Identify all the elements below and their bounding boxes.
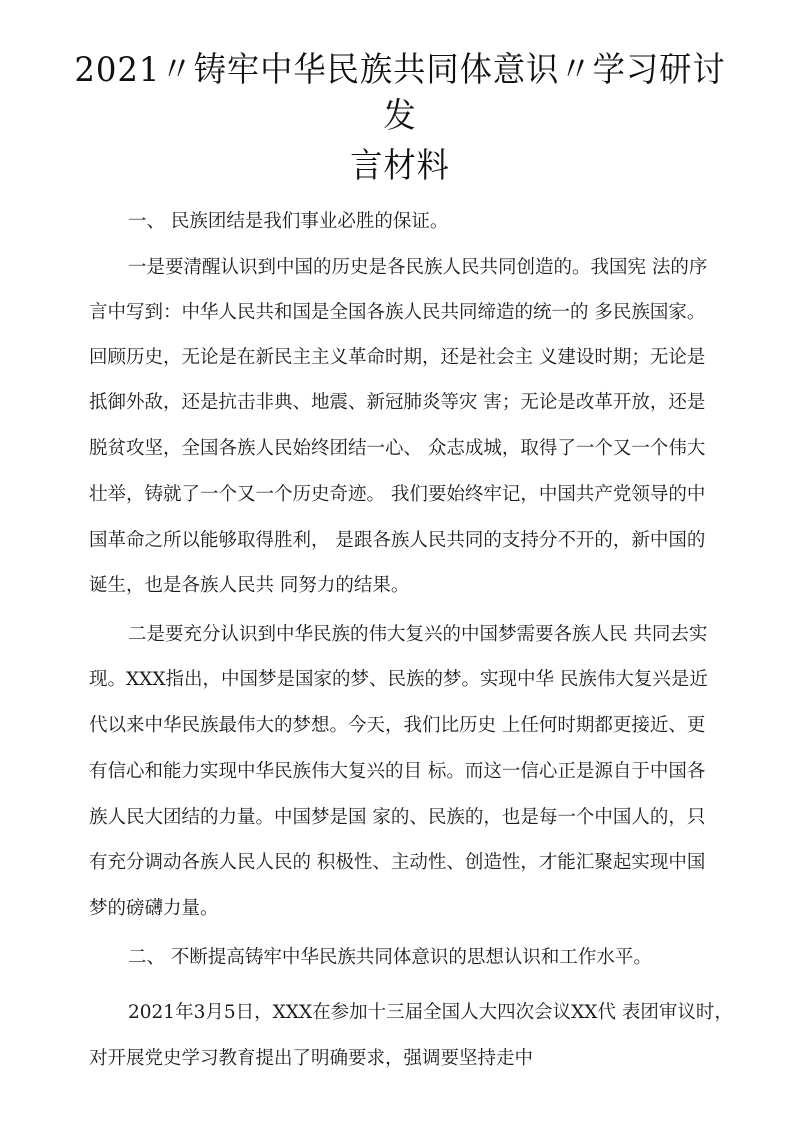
paragraph-2-line: 族人民大团结的力量。中国梦是国 家的、民族的，也是每一个中国人的，只 — [89, 807, 706, 828]
paragraph-1-line: 脱贫攻坚，全国各族人民始终团结一心、 众志成城，取得了一个又一个伟大 — [89, 438, 706, 459]
document-title-line-3: 言材料 — [350, 146, 450, 186]
paragraph-2-line: 二是要充分认识到中华民族的伟大复兴的中国梦需要各族人民 共同去实 — [128, 624, 708, 645]
paragraph-2-line: 梦的磅礴力量。 — [89, 898, 219, 919]
document-title-line-1: 2021〃铸牢中华民族共同体意识〃学习研讨 — [74, 50, 726, 90]
paragraph-1-line: 诞生，也是各族人民共 同努力的结果。 — [89, 575, 410, 596]
paragraph-1-line: 一是要清醒认识到中国的历史是各民族人民共同创造的。我国宪 法的序 — [128, 257, 708, 278]
paragraph-1-line: 壮举，铸就了一个又一个历史奇迹。 我们要始终牢记，中国共产党领导的中 — [89, 484, 706, 505]
paragraph-3-line: 2021年3月5日，XXX在参加十三届全国人大四次会议XX代 表团审议时， — [128, 1002, 733, 1023]
paragraph-1-line: 回顾历史，无论是在新民主主义革命时期，还是社会主 义建设时期；无论是 — [89, 347, 706, 368]
paragraph-1-line: 国革命之所以能够取得胜利， 是跟各族人民共同的支持分不开的，新中国的 — [89, 530, 706, 551]
paragraph-2-line: 代以来中华民族最伟大的梦想。今天，我们比历史 上任何时期都更接近、更 — [89, 715, 706, 736]
paragraph-2-line: 有信心和能力实现中华民族伟大复兴的目 标。而这一信心正是源自于中国各 — [89, 761, 706, 782]
document-title-line-2: 发 — [383, 96, 417, 136]
paragraph-2-line: 有充分调动各族人民人民的 积极性、主动性、创造性，才能汇聚起实现中国 — [89, 852, 706, 873]
paragraph-3-line: 对开展党史学习教育提出了明确要求，强调要坚持走中 — [89, 1048, 534, 1069]
paragraph-2-line: 现。XXX指出，中国梦是国家的梦、民族的梦。实现中华 民族伟大复兴是近 — [89, 669, 708, 690]
section-heading-2: 二、 不断提高铸牢中华民族共同体意识的思想认识和工作水平。 — [128, 947, 652, 968]
paragraph-1-line: 言中写到：中华人民共和国是全国各族人民共同缔造的统一的 多民族国家。 — [89, 302, 706, 323]
section-heading-1: 一、 民族团结是我们事业必胜的保证。 — [128, 211, 449, 232]
paragraph-1-line: 抵御外敌，还是抗击非典、地震、新冠肺炎等灾 害；无论是改革开放，还是 — [89, 392, 706, 413]
